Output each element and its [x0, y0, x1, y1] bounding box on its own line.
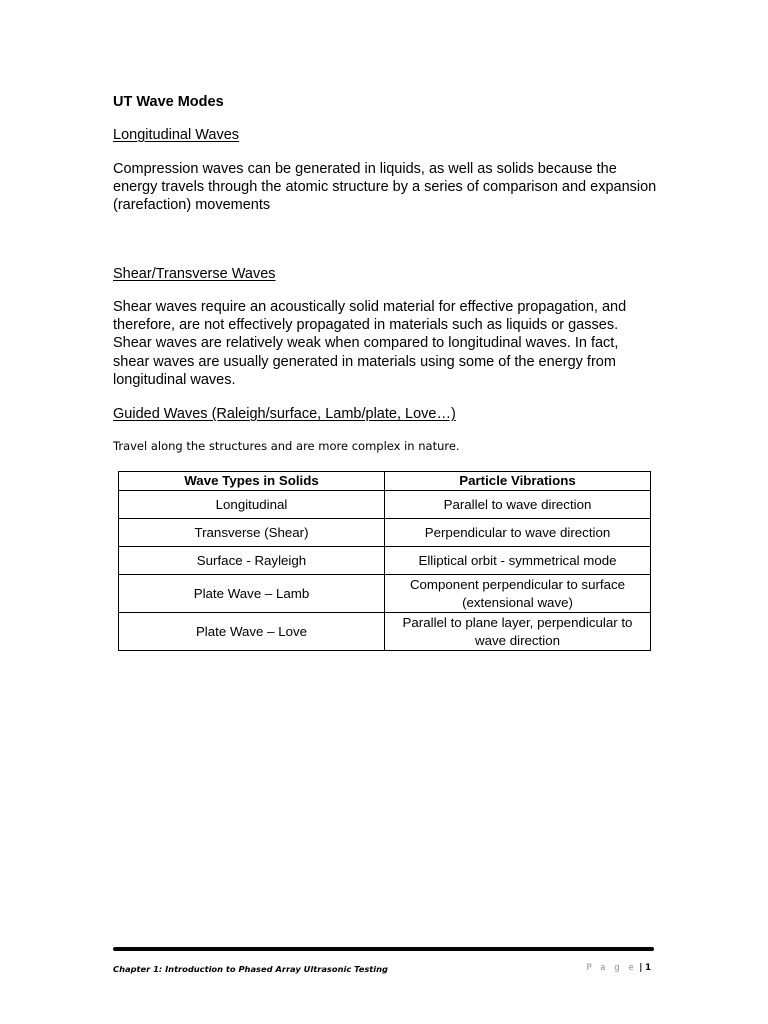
table-row — [119, 613, 651, 651]
table-cell-vibration: Parallel to wave direction — [385, 491, 651, 519]
table-cell-wave-type: Surface - Rayleigh — [119, 547, 385, 575]
table-cell-wave-type: Longitudinal — [119, 491, 385, 519]
table-cell-wave-type: Plate Wave – Lamb — [119, 575, 385, 613]
footer-page-number: 1 — [645, 963, 651, 973]
section-heading-shear: Shear/Transverse Waves — [113, 266, 276, 282]
table-cell-wave-type: Plate Wave – Love — [119, 613, 385, 651]
section-body-longitudinal: Compression waves can be generated in liquids, as well as solids because the energy travels through the atomic structure by a series of comparison and expansion (rarefaction) movements — [113, 161, 657, 214]
page-title: UT Wave Modes — [113, 94, 224, 110]
table-header-wave-types: Wave Types in Solids — [119, 472, 385, 491]
section-body-shear: Shear waves require an acoustically solid material for effective propagation, and therefore, are not effectively propagated in materials such as liquids or gasses. Shear waves are relatively weak when compared to longitudinal waves. In fact, shear waves are usually generated in materials using some of the energy from longitudinal waves. — [113, 299, 627, 388]
table-cell-vibration: Component perpendicular to surface (extensional wave) — [385, 575, 651, 613]
footer-page-indicator — [586, 963, 651, 973]
table-cell-wave-type: Transverse (Shear) — [119, 519, 385, 547]
section-heading-guided: Guided Waves (Raleigh/surface, Lamb/plate, Love…) — [113, 406, 456, 422]
wave-types-table — [118, 471, 651, 651]
table-row — [119, 575, 651, 613]
section-body-guided: Travel along the structures and are more complex in nature. — [113, 439, 460, 453]
section-heading-longitudinal: Longitudinal Waves — [113, 127, 240, 143]
table-cell-vibration: Elliptical orbit - symmetrical mode — [385, 547, 651, 575]
footer-divider — [113, 947, 654, 951]
table-row — [119, 547, 651, 575]
footer-page-separator: | — [639, 963, 643, 973]
footer-chapter-title: Chapter 1: Introduction to Phased Array Ultrasonic Testing — [113, 964, 388, 974]
table-row — [119, 519, 651, 547]
table-cell-vibration: Parallel to plane layer, perpendicular to wave direction — [385, 613, 651, 651]
table-cell-vibration: Perpendicular to wave direction — [385, 519, 651, 547]
table-row — [119, 491, 651, 519]
table-header-row — [119, 472, 651, 491]
footer-page-label: P a g e — [586, 963, 637, 973]
table-header-particle-vibrations: Particle Vibrations — [385, 472, 651, 491]
